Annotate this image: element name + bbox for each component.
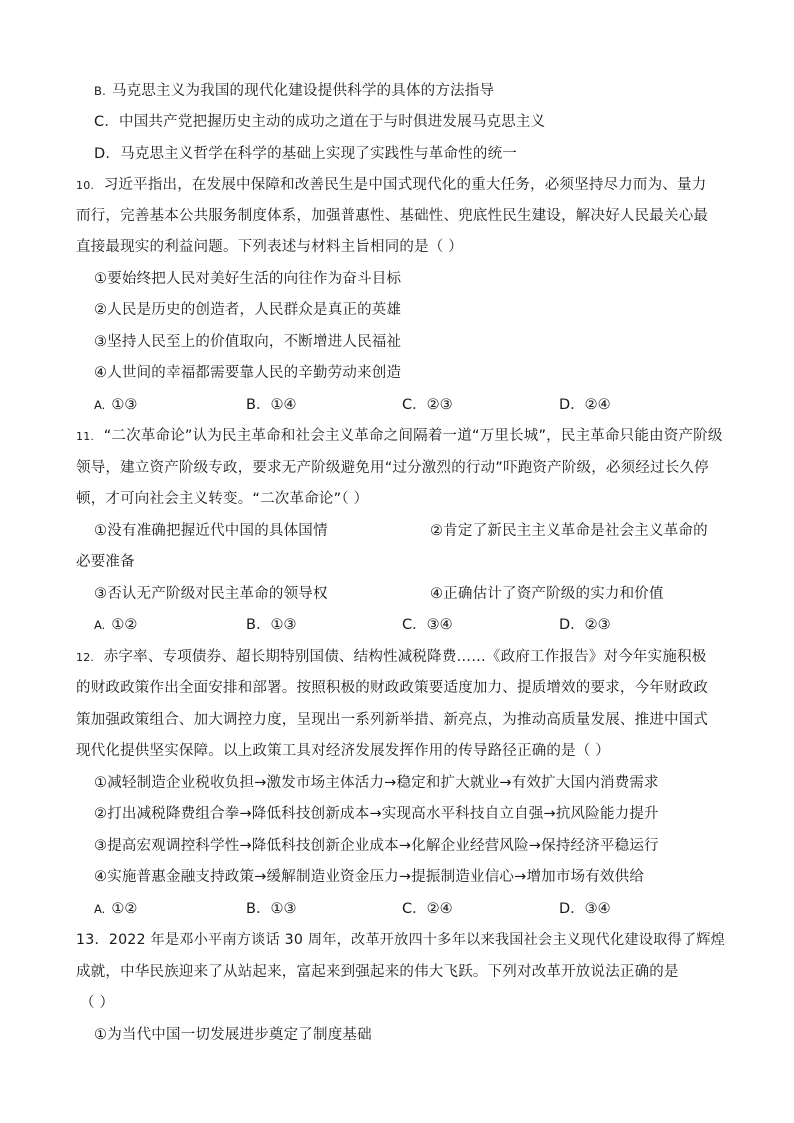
q10-item-2: ②人民是历史的创造者，人民群众是真正的英雄	[94, 302, 402, 318]
q10-option-d: D．②④	[559, 397, 611, 413]
q9-option-d: D．马克思主义哲学在科学的基础上实现了实践性与革命性的统一	[94, 146, 517, 162]
q11-number: 11.	[76, 430, 95, 443]
q13-stem-line-2: 成就，中华民族迎来了从站起来，富起来到强起来的伟大飞跃。下列对改革开放说法正确的是	[76, 964, 679, 980]
q11-stem-line-2: 领导，建立资产阶级专政，要求无产阶级避免用“过分激烈的行动”吓跑资产阶级，必须经过长久停	[76, 460, 709, 476]
q12-option-c: C．②④	[402, 901, 453, 917]
q9-option-b-letter: B.	[94, 84, 106, 98]
q11-option-a	[94, 615, 137, 635]
q10-stem-text-1: 习近平指出，在发展中保障和改善民生是中国式现代化的重大任务，必须坚持尽力而为、量力	[103, 177, 707, 193]
q11-option-b: B．①③	[246, 617, 297, 633]
q10-stem-line-3: 直接最现实的利益问题。下列表述与材料主旨相同的是（ ）	[76, 239, 464, 255]
q9-option-b	[94, 81, 494, 101]
q10-option-b: B．①④	[246, 397, 297, 413]
q12-option-a-text: ①②	[111, 901, 138, 917]
q12-stem-line-1	[76, 647, 706, 668]
q12-option-d: D．③④	[559, 901, 611, 917]
q12-item-1: ①减轻制造企业税收负担→激发市场主体活力→稳定和扩大就业→有效扩大国内消费需求	[94, 775, 659, 791]
q9-option-b-text: 马克思主义为我国的现代化建设提供科学的具体的方法指导	[111, 83, 495, 99]
q11-option-a-letter: A.	[94, 618, 106, 632]
q13-stem-line-3: （ ）	[80, 995, 115, 1011]
q10-option-a	[94, 395, 137, 415]
q12-item-4: ④实施普惠金融支持政策→缓解制造业资金压力→提振制造业信心→增加市场有效供给	[94, 869, 645, 885]
q10-option-a-letter: A.	[94, 398, 106, 412]
q11-stem-line-3: 顿，才可向社会主义转变。“二次革命论”（ ）	[76, 491, 369, 507]
q11-item-1: ①没有准确把握近代中国的具体国情	[94, 523, 328, 539]
q11-item-4: ④正确估计了资产阶级的实力和价值	[430, 586, 664, 602]
q10-number: 10.	[76, 179, 95, 192]
q10-option-c: C．②③	[402, 397, 453, 413]
q13-stem-line-1: 13．2022 年是邓小平南方谈话 30 周年，改革开放四十多年以来我国社会主义现代化建设取得了辉煌	[76, 932, 726, 948]
q11-option-d: D．②③	[559, 617, 611, 633]
q10-item-1: ①要始终把人民对美好生活的向往作为奋斗目标	[94, 271, 402, 287]
q12-option-a-letter: A.	[94, 902, 106, 916]
q11-item-2-continued: 必要准备	[76, 554, 135, 570]
q12-stem-line-2: 的财政政策作出全面安排和部署。按照积极的财政政策要适度加力、提质增效的要求，今年财政政	[76, 680, 709, 696]
q12-option-b: B．①③	[246, 901, 297, 917]
q10-stem-line-2: 而行，完善基本公共服务制度体系，加强普惠性、基础性、兜底性民生建设，解决好人民最关心最	[76, 208, 709, 224]
q11-option-a-text: ①②	[111, 617, 138, 633]
q10-item-4: ④人世间的幸福都需要靠人民的辛勤劳动来创造	[94, 365, 402, 381]
q9-option-c: C．中国共产党把握历史主动的成功之道在于与时俱进发展马克思主义	[94, 114, 546, 130]
q11-item-3: ③否认无产阶级对民主革命的领导权	[94, 586, 328, 602]
q11-stem-line-1	[76, 426, 723, 447]
q11-option-c: C．③④	[402, 617, 453, 633]
q12-stem-line-4: 现代化提供坚实保障。以上政策工具对经济发展发挥作用的传导路径正确的是（ ）	[76, 743, 611, 759]
q10-item-3: ③坚持人民至上的价值取向，不断增进人民福祉	[94, 334, 402, 350]
q13-item-1: ①为当代中国一切发展进步奠定了制度基础	[94, 1027, 372, 1043]
q12-number: 12.	[76, 651, 95, 664]
q12-item-3: ③提高宏观调控科学性→降低科技创新企业成本→化解企业经营风险→保持经济平稳运行	[94, 838, 659, 854]
q12-stem-line-3: 策加强政策组合、加大调控力度，呈现出一系列新举措、新亮点，为推动高质量发展、推进中国式	[76, 712, 709, 728]
q12-item-2: ②打出减税降费组合拳→降低科技创新成本→实现高水平科技自立自强→抗风险能力提升	[94, 806, 659, 822]
q12-stem-text-1: 赤字率、专项债券、超长期特别国债、结构性减税降费……《政府工作报告》对今年实施积极	[103, 649, 707, 665]
q12-option-a	[94, 899, 137, 919]
q11-item-2: ②肯定了新民主主义革命是社会主义革命的	[430, 523, 708, 539]
q11-stem-text-1: “二次革命论”认为民主革命和社会主义革命之间隔着一道“万里长城”，民主革命只能由资产阶级	[103, 428, 723, 444]
q10-option-a-text: ①③	[111, 397, 138, 413]
q10-stem-line-1	[76, 175, 706, 196]
